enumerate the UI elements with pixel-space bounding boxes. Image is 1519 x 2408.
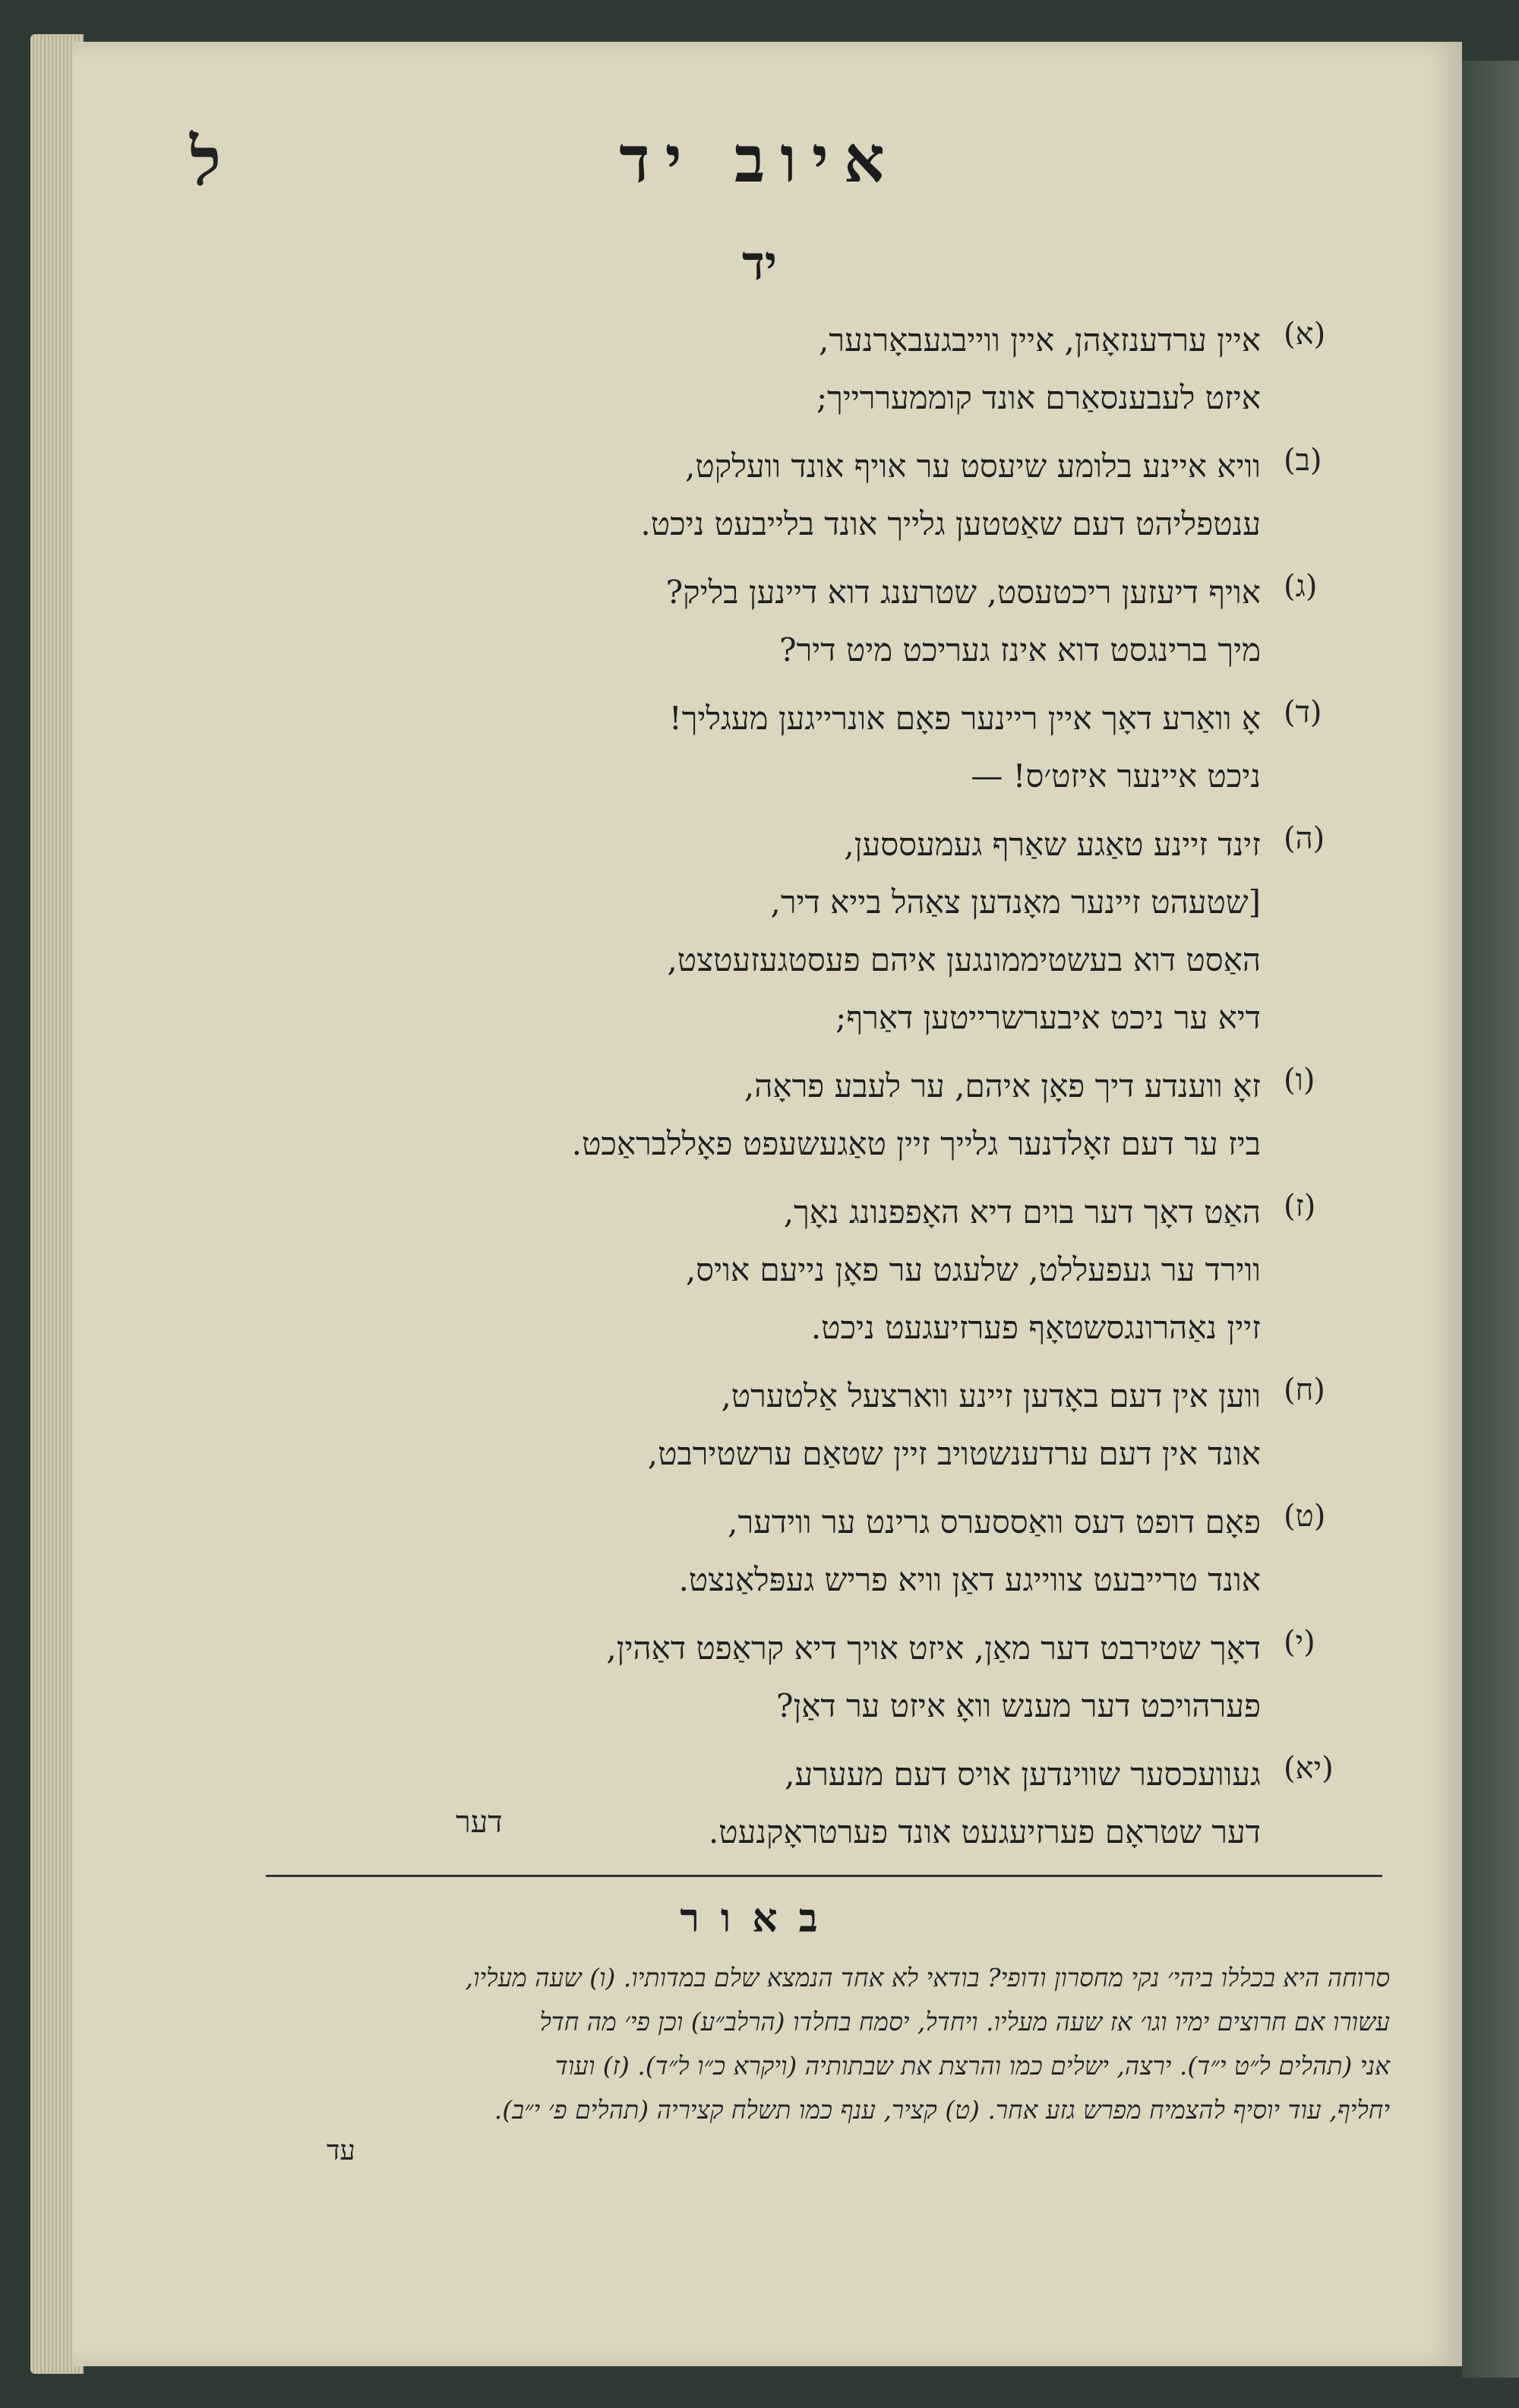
commentary-title: באור (680, 1895, 839, 1942)
verse (425, 564, 1318, 679)
verse (425, 1746, 1334, 1861)
commentary-line: סרוחה היא בכללו ביהי׳ נקי מחסרון ודופי? בודאי לא אחד הנמצא שלם במדותיו. (ו) שעה מעליו, (465, 1963, 1390, 1992)
verse-number: (ה) (1284, 821, 1325, 856)
verse (425, 690, 1322, 805)
verse-number: (ב) (1284, 443, 1322, 478)
verse-number: (ו) (1284, 1063, 1315, 1098)
verse-line: איזט לעבענסאַרם אונד קוממעררייך; (816, 379, 1261, 416)
verse (425, 311, 1326, 427)
verse-line: [שטעהט זיינער מאָנדען צאַהל בייא דיר, (770, 883, 1261, 921)
verse (425, 1057, 1315, 1173)
verse-line: געוועכסער שווינדען אויס דעם מעערע, (785, 1755, 1261, 1793)
verse-line: זינד זיינע טאַגע שאַרף געמעססען, (844, 826, 1261, 863)
book-cover-edge (1462, 61, 1519, 2378)
commentary-line: אני (תהלים ל״ט י״ד). ירצה, ישלים כמו והרצת את שבתותיה (ויקרא כ״ו ל״ד). (ז) ועוד (554, 2051, 1390, 2081)
verse (425, 1493, 1326, 1609)
commentary-line: עשורו אם חרוצים ימיו וגו׳ אז שעה מעליו. ויחדל, יסמח בחלדו (הרלב״ע) וכן פי׳ מה חדל (539, 2007, 1390, 2037)
verse (425, 1367, 1325, 1483)
verse-line: אונד אין דעם ערדענשטויב זיין שטאַם ערשטירבט, (647, 1435, 1261, 1472)
running-title: איוב יד (619, 122, 900, 197)
chapter-number: יד (741, 235, 778, 291)
verse-line: זיין נאַהרונגסשטאָף פערזיעגעט ניכט. (810, 1309, 1261, 1346)
verse-line: אָ וואַרע דאָך איין ריינער פאָם אונרייגען מעגליך! (668, 700, 1261, 737)
verse-line: ניכט איינער איזט׳ס! — (971, 757, 1261, 795)
verse-line: ענטפליהט דעם שאַטטען גלייך אונד בלייבעט ניכט. (640, 505, 1261, 542)
verse-line: זאָ ווענדע דיך פאָן איהם, ער לעבע פראָה, (744, 1067, 1261, 1104)
divider-rule (266, 1875, 1382, 1877)
verse-number: (יא) (1284, 1751, 1334, 1786)
verse-line: אויף דיעזען ריכטעסט, שטרענג דוא דיינען בליק? (665, 574, 1261, 611)
verse (425, 1620, 1315, 1735)
commentary-block (319, 1956, 1390, 2132)
verse-number: (י) (1284, 1625, 1315, 1660)
verse-line: מיך ברינגסט דוא אינז געריכט מיט דיר? (779, 631, 1261, 668)
verse-line: ביז ער דעם זאָלדנער גלייך זיין טאַגעשעפט פאָללבראַכט. (571, 1125, 1261, 1162)
verse-line: דאָך שטירבט דער מאַן, איזט אויך דיא קראַפט דאַהין, (606, 1629, 1261, 1667)
verse-line: וויא איינע בלומע שיעסט ער אויף אונד וועלקט, (685, 447, 1261, 485)
verse-line: ווירד ער געפעללט, שלעגט ער פאָן נייעם אויס, (685, 1251, 1261, 1288)
verse-number: (ג) (1284, 569, 1318, 604)
page-number: ל (190, 122, 222, 201)
verse-line: פערהויכט דער מענש וואָ איזט ער דאַן? (776, 1687, 1261, 1724)
verse-number: (ד) (1284, 695, 1322, 730)
verse-number: (ז) (1284, 1189, 1316, 1224)
verse-line: דער שטראָם פערזיעגעט אונד פערטראָקנעט. (708, 1813, 1261, 1850)
verse (425, 1183, 1316, 1357)
verse-line: האַסט דוא בעשטיממונגען איהם פעסטגעזעטצט, (667, 941, 1261, 978)
verse-number: (ח) (1284, 1373, 1325, 1408)
verse-line: פאָם דופט דעס וואַססערס גרינט ער ווידער, (728, 1503, 1261, 1541)
verse (425, 438, 1322, 553)
verse-number: (א) (1284, 317, 1326, 352)
verse-line: דיא ער ניכט איבערשרייטען דאַרף; (835, 999, 1261, 1036)
verse-line: אונד טרייבעט צווייגע דאַן וויא פריש געפּלאַנצט. (678, 1561, 1261, 1598)
catchword: דער (456, 1805, 503, 1840)
verse-block (425, 311, 1334, 1872)
verse-line: ווען אין דעם באָדען זיינע ווארצעל אַלטערט, (721, 1377, 1261, 1414)
verse-line: האַט דאָך דער בוים דיא האָפפנונג נאָך, (783, 1193, 1261, 1231)
verse (425, 816, 1325, 1047)
verse-line: איין ערדענזאָהן, איין ווייבגעבאָרנער, (819, 321, 1261, 359)
verse-number: (ט) (1284, 1499, 1326, 1534)
commentary-catchword: עד (327, 2135, 355, 2166)
commentary-line: יחליף, עוד יוסיף להצמיח מפרש גזע אחר. (ט) קציר, ענף כמו תשלח קציריה (תהלים פ׳ י״ב). (494, 2095, 1390, 2125)
